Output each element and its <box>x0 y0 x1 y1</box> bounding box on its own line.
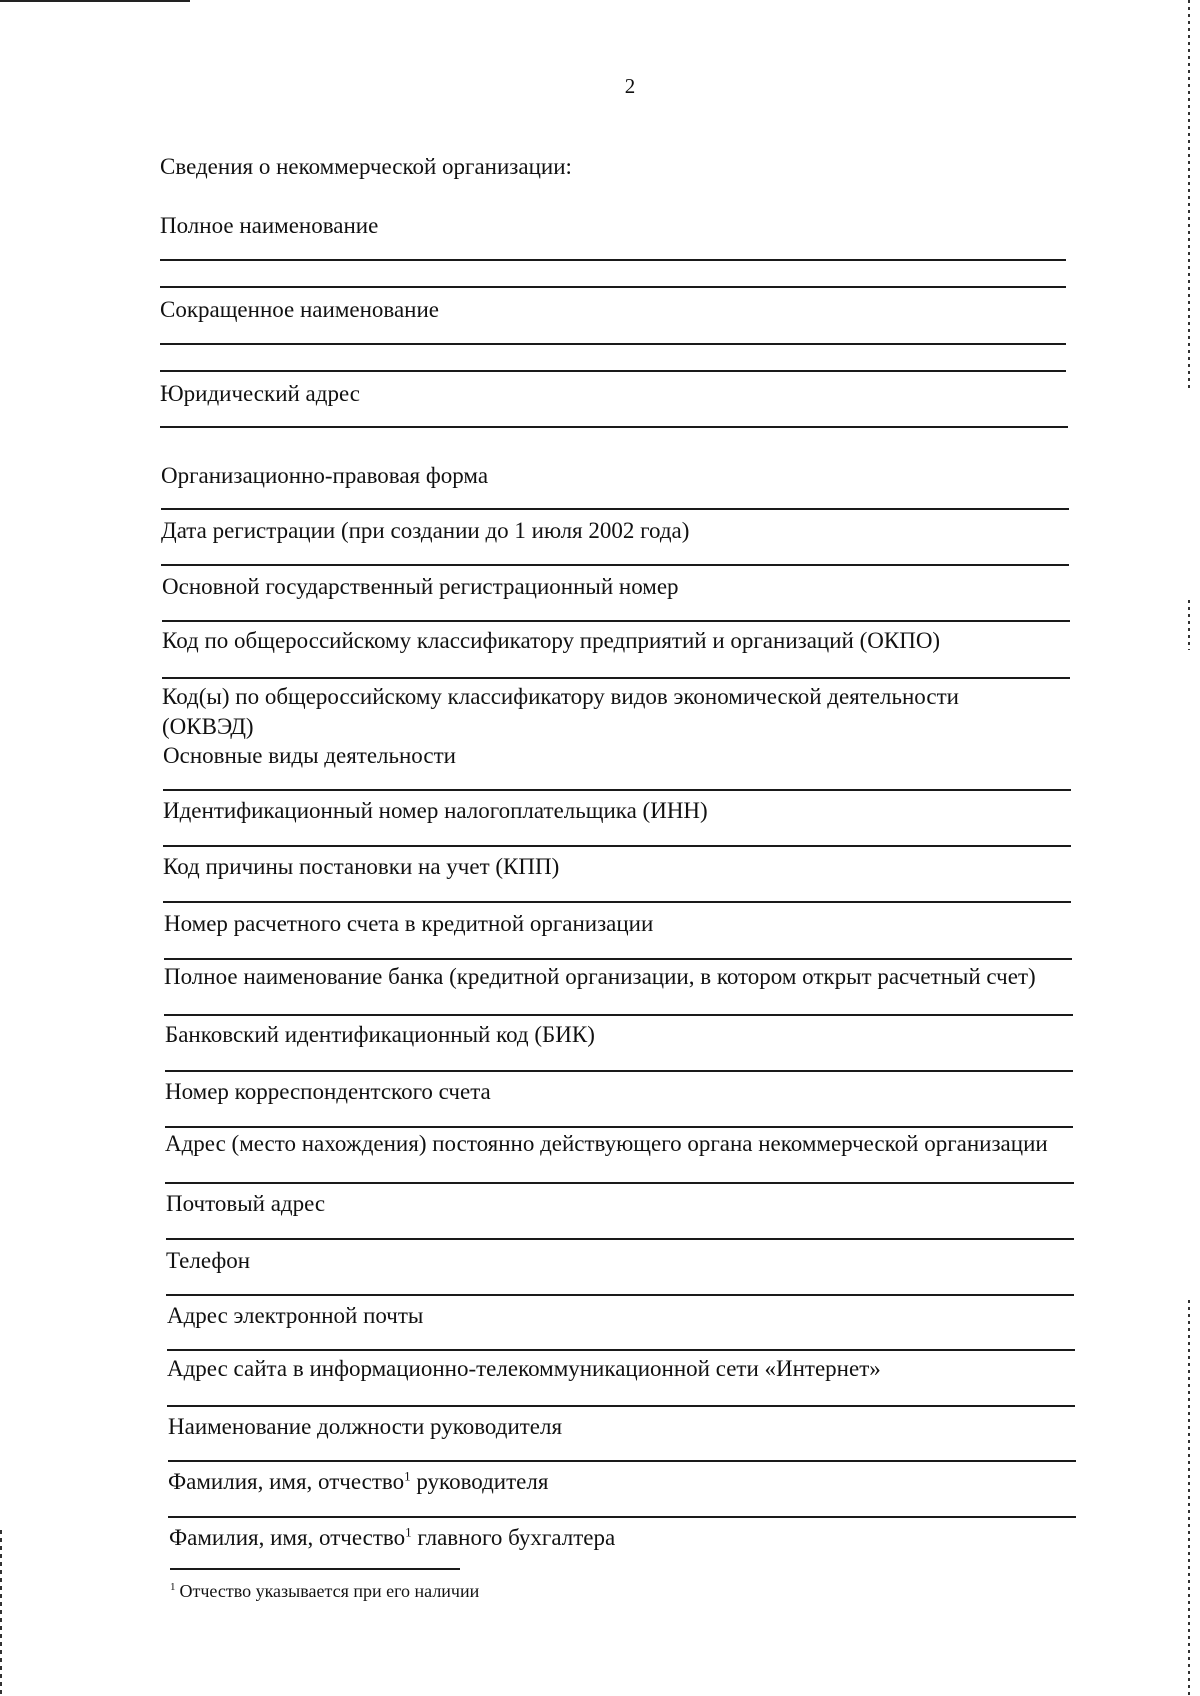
scan-edge-artifact <box>0 1530 2 1696</box>
footnote <box>170 1581 479 1602</box>
fill-line[interactable] <box>167 1405 1075 1407</box>
field-label-suffix: руководителя <box>416 1469 549 1494</box>
fill-line[interactable] <box>163 789 1071 791</box>
fill-line[interactable] <box>166 1238 1074 1240</box>
fill-line[interactable] <box>164 1014 1073 1016</box>
field-label-registration-date: Дата регистрации (при создании до 1 июля 2002 года) <box>161 518 690 543</box>
scan-edge-artifact <box>1188 600 1190 650</box>
field-label-okved-abbr: (ОКВЭД) <box>162 714 254 739</box>
scan-edge-artifact <box>1188 0 1190 390</box>
fill-line[interactable] <box>165 1070 1073 1072</box>
page-number: 2 <box>624 74 636 98</box>
scan-top-rule <box>0 0 190 2</box>
field-label-accountant-full-name <box>169 1524 615 1552</box>
field-label-text: Фамилия, имя, отчество <box>169 1525 406 1550</box>
fill-line[interactable] <box>160 426 1068 428</box>
fill-line[interactable] <box>163 901 1071 903</box>
field-label-legal-form: Организационно-правовая форма <box>161 463 489 488</box>
field-label-main-activities: Основные виды деятельности <box>163 743 456 768</box>
fill-line[interactable] <box>161 564 1069 566</box>
fill-line[interactable] <box>168 1516 1076 1518</box>
field-label-phone: Телефон <box>166 1248 251 1273</box>
field-label-kpp: Код причины постановки на учет (КПП) <box>163 854 560 879</box>
fill-line[interactable] <box>162 620 1070 622</box>
field-label-okved: Код(ы) по общероссийскому классификатору видов экономической деятельности <box>162 684 959 709</box>
field-label-head-position: Наименование должности руководителя <box>168 1414 563 1439</box>
field-label-legal-address: Юридический адрес <box>160 381 360 406</box>
fill-line[interactable] <box>164 958 1072 960</box>
field-label-bank-name: Полное наименование банка (кредитной организации, в котором открыт расчетный счет) <box>164 964 1036 989</box>
field-label-website: Адрес сайта в информационно-телекоммуникационной сети «Интернет» <box>167 1356 881 1381</box>
fill-line[interactable] <box>167 1349 1075 1351</box>
field-label-short-name: Сокращенное наименование <box>160 297 439 322</box>
field-label-postal-address: Почтовый адрес <box>166 1191 326 1216</box>
fill-line[interactable] <box>161 508 1069 510</box>
fill-line[interactable] <box>160 259 1066 261</box>
field-label-governing-body-address: Адрес (место нахождения) постоянно действующего органа некоммерческой организации <box>165 1131 1048 1156</box>
footnote-separator <box>170 1568 460 1570</box>
fill-line[interactable] <box>168 1460 1076 1462</box>
footnote-text: Отчество указывается при его наличии <box>179 1581 480 1601</box>
field-label-settlement-account: Номер расчетного счета в кредитной организации <box>164 911 654 936</box>
fill-line[interactable] <box>163 845 1071 847</box>
field-label-head-full-name <box>168 1468 548 1496</box>
field-label-correspondent-account: Номер корреспондентского счета <box>165 1079 491 1104</box>
footnote-mark: 1 <box>170 1581 176 1593</box>
fill-line[interactable] <box>160 343 1066 345</box>
footnote-reference: 1 <box>404 1468 411 1484</box>
scan-edge-artifact <box>1188 1300 1190 1696</box>
field-label-ogrn: Основной государственный регистрационный номер <box>162 574 679 599</box>
fill-line[interactable] <box>166 1294 1074 1296</box>
footnote-reference: 1 <box>405 1524 412 1540</box>
fill-line[interactable] <box>160 286 1066 288</box>
fill-line[interactable] <box>162 677 1070 679</box>
section-heading: Сведения о некоммерческой организации: <box>160 154 572 179</box>
field-label-suffix: главного бухгалтера <box>417 1525 616 1550</box>
field-label-full-name: Полное наименование <box>160 213 379 238</box>
field-label-text: Фамилия, имя, отчество <box>168 1469 405 1494</box>
field-label-inn: Идентификационный номер налогоплательщика (ИНН) <box>163 798 708 823</box>
fill-line[interactable] <box>165 1182 1074 1184</box>
field-label-email: Адрес электронной почты <box>167 1303 424 1328</box>
field-label-okpo: Код по общероссийскому классификатору предприятий и организаций (ОКПО) <box>162 628 941 653</box>
field-label-bik: Банковский идентификационный код (БИК) <box>165 1022 595 1047</box>
fill-line[interactable] <box>160 370 1066 372</box>
fill-line[interactable] <box>165 1126 1073 1128</box>
